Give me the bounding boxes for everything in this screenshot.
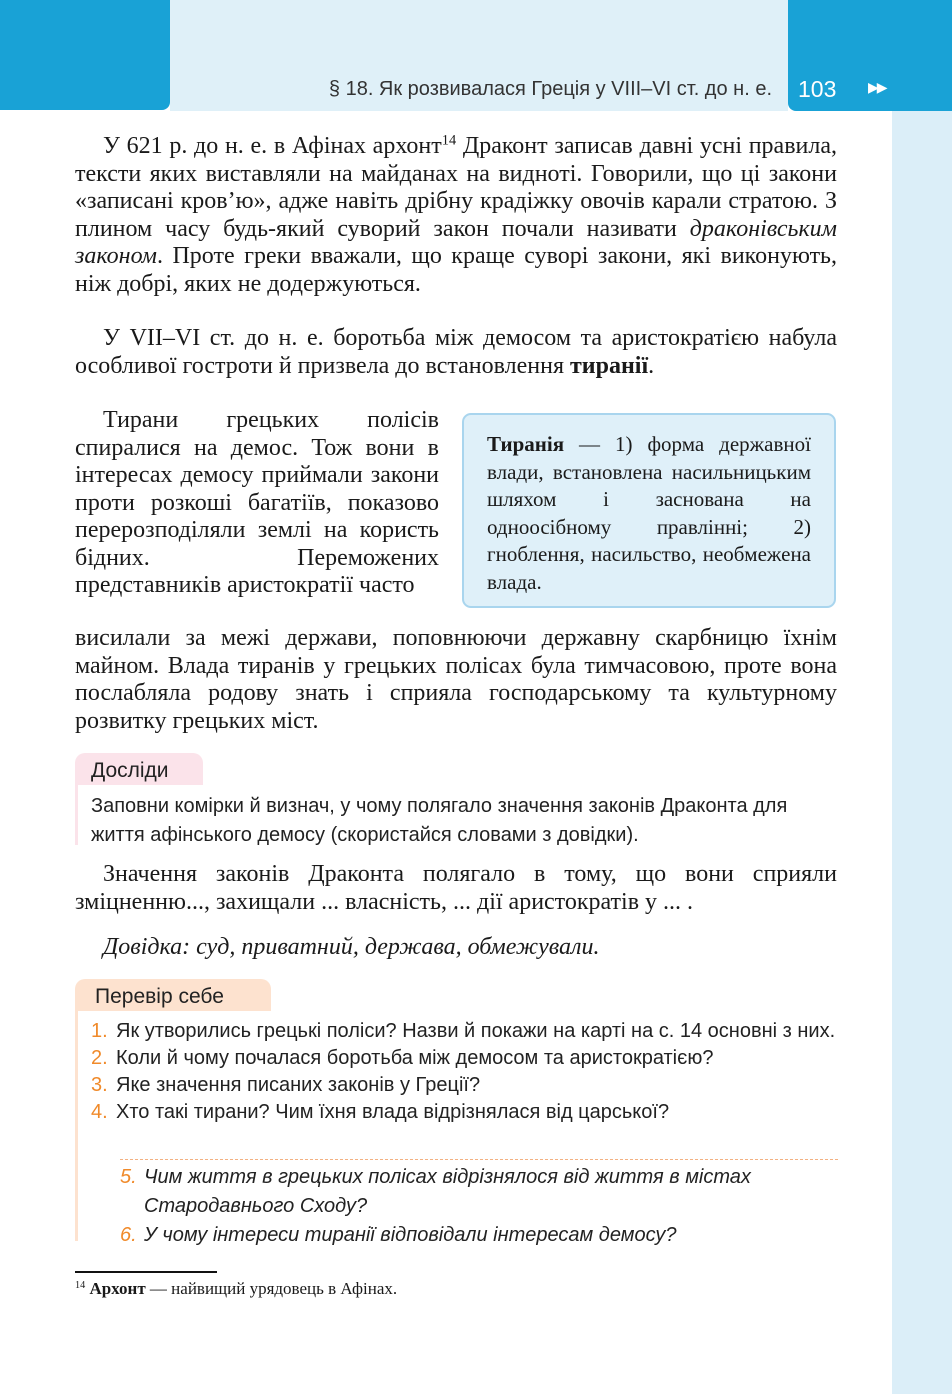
advanced-questions	[120, 1163, 842, 1250]
question-list	[91, 1018, 843, 1126]
paragraph-drakont: У 621 р. до н. е. в Афінах архонт$^{14}$ Драконт записав давні усні правила, тексти яких виставляли на майданах на видноті. Говорили, що ці закони «записані кров’ю», адже навіть дрібну крадіжку овочів карали стратою. З плином часу будь-який суворий закон почали називати драконівським законом. Проте греки вважали, що краще суворі закони, які виконують, ніж добрі, яких не додержуються.	[75, 132, 838, 297]
check-accent-line	[75, 1011, 78, 1241]
footnote: $^{14}$ Архонт — найвищий урядовець в Афінах.	[75, 1279, 398, 1298]
definition-box	[462, 413, 836, 608]
definition-text: — 1) форма державної влади, встановлена насильницьким шляхом і заснована на одноосібному правлінні; 2) гноблення, насильство, необмежена влада.	[487, 432, 811, 594]
paragraph-tyrants-part1: Тирани грецьких полісів спиралися на демос. Тож вони в інтересах демосу приймали закони проти розкоші багатіїв, показово перерозподіляли землі на користь бідних. Переможених представників аристократії часто	[75, 407, 439, 598]
question-item: 1. Як утворились грецькі поліси? Назви й покажи на карті на с. 14 основні з них.	[91, 1020, 836, 1042]
check-title: Перевір себе	[75, 979, 271, 1011]
question-item: 2. Коли й чому почалася боротьба між демосом та аристократією?	[91, 1047, 714, 1069]
question-item: 6. У чому інтереси тиранії відповідали інтересам демосу?	[120, 1224, 677, 1246]
paragraph-tyrants-part2: висилали за межі держави, поповнюючи державну скарбницю їхнім майном. Влада тиранів у грецьких полісах була тимчасовою, проте вона послабляла родову знать і сприяла господарському та культурному розвитку грецьких міст.	[75, 625, 837, 734]
header-blue-block-left	[0, 0, 170, 110]
footnote-ref[interactable]: 14	[441, 132, 457, 149]
paragraph-struggle: У VII–VI ст. до н. е. боротьба між демосом та аристократією набула особливої гостроти й призвела до встановлення тиранії.	[75, 325, 837, 379]
side-strip	[892, 111, 952, 1394]
dashed-divider	[120, 1159, 838, 1160]
footnote-rule	[75, 1271, 217, 1273]
research-accent-line	[75, 785, 78, 845]
research-hint: Довідка: суд, приватний, держава, обмежували.	[103, 934, 600, 960]
research-task: Заповни комірки й визнач, у чому полягало значення законів Драконта для життя афінського демосу (скористайся словами з довідки).	[91, 795, 788, 846]
page-number: 103	[798, 76, 837, 102]
keyword-tyranny: тиранії	[570, 352, 649, 379]
question-item: 4. Хто такі тирани? Чим їхня влада відрізнялася від царської?	[91, 1101, 670, 1123]
definition-term: Тиранія	[487, 432, 565, 456]
research-title: Досліди	[75, 753, 203, 785]
question-item: 3. Яке значення писаних законів у Греції?	[91, 1074, 481, 1096]
next-arrows-icon[interactable]: ▶▶	[868, 80, 886, 96]
running-head: § 18. Як розвивалася Греція у VIII–VI ст. до н. е.	[328, 78, 772, 100]
question-item: 5. Чим життя в грецьких полісах відрізнялося від життя в містах Стародавнього Сходу?	[120, 1166, 751, 1217]
research-sentence: Значення законів Драконта полягало в тому, що вони сприяли зміцненню..., захищали ... власність, ... дії аристократів у ... .	[75, 861, 837, 915]
emphasis-term: драконівським законом	[75, 215, 837, 269]
